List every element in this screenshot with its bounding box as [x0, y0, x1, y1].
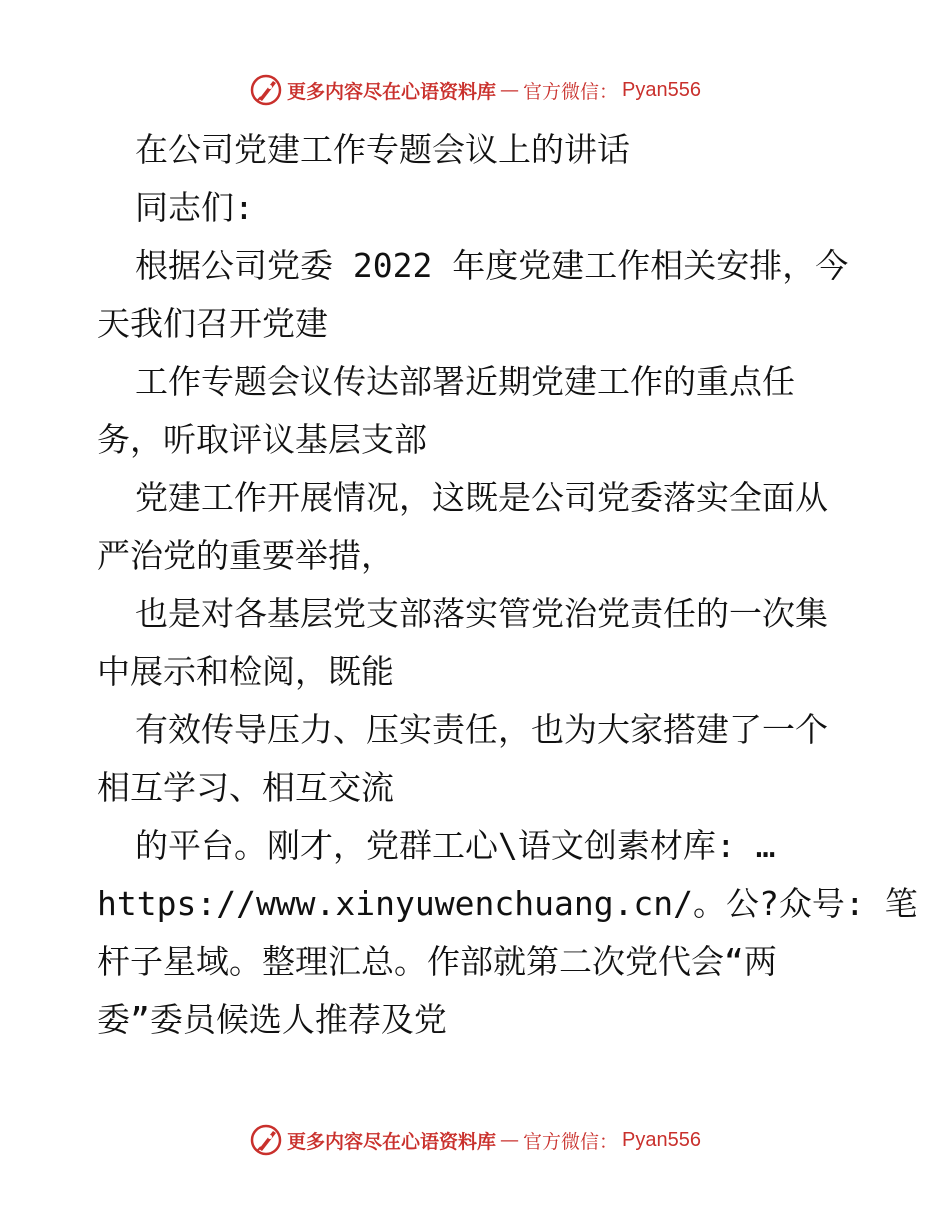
document-body: [97, 121, 918, 1049]
paragraph-line: 天我们召开党建: [97, 304, 328, 343]
banner-wechat-id: Pyan556: [622, 1128, 701, 1151]
paragraph-line: 有效传导压力、压实责任，也为大家搭建了一个: [135, 710, 828, 749]
paragraph-line: 也是对各基层党支部落实管党治党责任的一次集: [135, 594, 828, 633]
paragraph-line: 党建工作开展情况，这既是公司党委落实全面从: [135, 478, 828, 517]
paragraph-line: 严治党的重要举措，: [97, 536, 394, 575]
paragraph-line: 相互学习、相互交流: [97, 768, 394, 807]
footer-banner[interactable]: [0, 1122, 950, 1158]
quill-pen-logo-icon: [249, 1123, 283, 1157]
paragraph-line: 根据公司党委 2022 年度党建工作相关安排，今: [135, 246, 849, 285]
quill-pen-logo-icon: [249, 73, 283, 107]
paragraph-line: 的平台。刚才，党群工心\语文创素材库: …: [135, 826, 776, 865]
banner-site-text: 更多内容尽在心语资料库: [287, 1130, 497, 1153]
paragraph-line: 中展示和检阅，既能: [97, 652, 394, 691]
salutation: 同志们:: [135, 188, 254, 227]
paragraph-line: 委”委员候选人推荐及党: [97, 1000, 447, 1039]
paragraph-line: 务，听取评议基层支部: [97, 420, 427, 459]
header-banner[interactable]: [0, 72, 950, 108]
paragraph-line: 杆子星域。整理汇总。作部就第二次党代会“两: [97, 942, 777, 981]
paragraph-line-url: https://www.xinyuwenchuang.cn/。公?众号: 笔: [97, 884, 918, 923]
banner-official-label: 官方微信：: [523, 80, 619, 103]
banner-site-text: 更多内容尽在心语资料库: [287, 80, 497, 103]
banner-separator: —: [500, 1129, 520, 1151]
document-title: 在公司党建工作专题会议上的讲话: [135, 130, 630, 169]
banner-separator: —: [500, 79, 520, 101]
banner-official-label: 官方微信：: [523, 1130, 619, 1153]
banner-wechat-id: Pyan556: [622, 78, 701, 101]
paragraph-line: 工作专题会议传达部署近期党建工作的重点任: [135, 362, 795, 401]
